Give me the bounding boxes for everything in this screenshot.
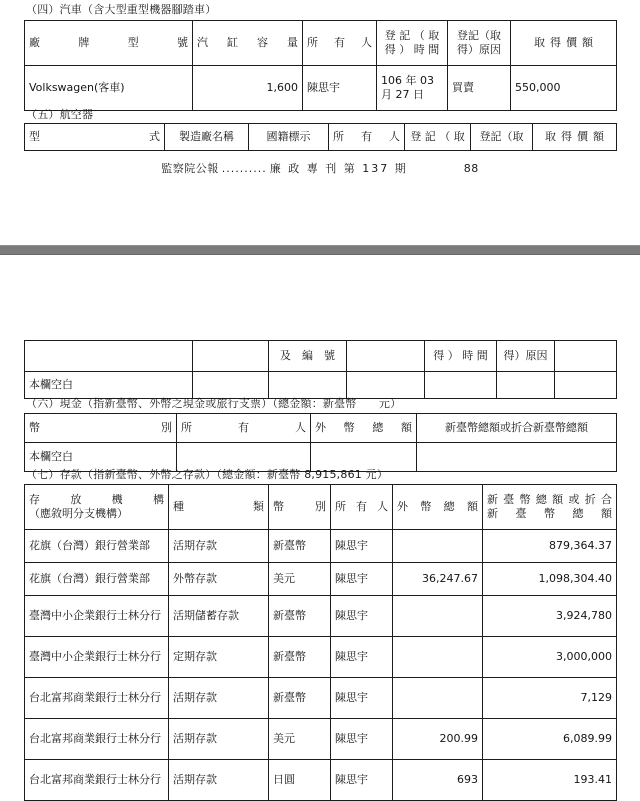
header-cell-registration-time xyxy=(377,21,448,66)
cell-currency: 新臺幣 xyxy=(269,596,331,637)
section-title-vehicles: （四）汽車（含大型重型機器腳踏車） xyxy=(26,3,217,16)
char: 折 xyxy=(584,493,596,506)
cell-ntd-total: 1,098,304.40 xyxy=(483,563,617,596)
header-cell-foreign-currency-total xyxy=(393,485,483,530)
cell-kind: 活期存款 xyxy=(169,678,269,719)
header-cell-acquisition-time-cont: 得 ） 時 間 xyxy=(425,341,497,372)
cell-ntd-total: 879,364.37 xyxy=(483,530,617,563)
cell-empty xyxy=(417,443,617,472)
header-cell-registration-reason xyxy=(448,21,511,66)
char: 新 xyxy=(487,507,498,520)
cell-kind: 活期存款 xyxy=(169,760,269,801)
cell-owner: 陳思宇 xyxy=(331,637,393,678)
header-cell-blank-4 xyxy=(555,341,617,372)
table-row xyxy=(25,372,617,399)
footer-journal-issue: 廉 政 專 刊 第 137 期 xyxy=(269,162,408,175)
char: 缸 xyxy=(227,36,238,49)
table-row xyxy=(25,760,617,801)
footer-gazette-name: 監察院公報 xyxy=(161,162,219,175)
cell-kind: 外幣存款 xyxy=(169,563,269,596)
table-row xyxy=(25,678,617,719)
char: 合 xyxy=(600,493,612,506)
header-cell-foreign-currency-total xyxy=(311,414,417,443)
section-title-aircraft: （五）航空器 xyxy=(26,108,94,121)
char: 機 xyxy=(111,493,123,506)
line: 登 記 （ 取 xyxy=(384,29,440,42)
char: 總 xyxy=(572,507,584,520)
header-cell-ntd-total: 新臺幣總額或折合新臺幣總額 xyxy=(417,414,617,443)
cash-table xyxy=(24,413,617,472)
header-cell-aircraft-type xyxy=(25,124,165,151)
char: 人 xyxy=(377,500,388,513)
char: 總 xyxy=(535,493,547,506)
char: 所 xyxy=(335,500,346,513)
header-cell-acquisition-price xyxy=(511,21,617,66)
char: 幣 xyxy=(29,421,40,434)
scanned-page-top xyxy=(0,0,640,245)
cell-foreign-total: 36,247.67 xyxy=(393,563,483,596)
char: 額 xyxy=(466,500,478,513)
header-cell-ntd-total xyxy=(483,485,617,530)
char: 容 xyxy=(257,36,268,49)
char: 類 xyxy=(253,500,264,513)
char: 廠 xyxy=(29,36,40,49)
cell-currency: 美元 xyxy=(269,719,331,760)
header-cell-manufacturer: 製造廠名稱 xyxy=(165,124,249,151)
char: 所 xyxy=(333,130,344,143)
char: 總 xyxy=(443,500,455,513)
header-cell-kind xyxy=(169,485,269,530)
header-cell-owner xyxy=(331,485,393,530)
char: 人 xyxy=(361,36,372,49)
char: 新 xyxy=(487,493,498,506)
cell-ntd-total: 3,000,000 xyxy=(483,637,617,678)
cell-acquisition-price: 550,000 xyxy=(511,66,617,111)
char: 式 xyxy=(149,130,160,143)
line: 得）原因 xyxy=(457,43,501,56)
char: 號 xyxy=(176,36,188,49)
footer-dots: .......... xyxy=(221,162,267,175)
char: 種 xyxy=(173,500,184,513)
cell-foreign-total xyxy=(393,637,483,678)
cell-kind: 定期存款 xyxy=(169,637,269,678)
header-cell-nationality-mark: 國籍標示 xyxy=(249,124,329,151)
cell-empty xyxy=(193,372,269,399)
cell-ntd-total: 193.41 xyxy=(483,760,617,801)
cell-kind: 活期儲蓄存款 xyxy=(169,596,269,637)
char: 牌 xyxy=(78,36,90,49)
cell-foreign-total xyxy=(393,596,483,637)
footer-page-number: 88 xyxy=(463,162,479,175)
char: 幣 xyxy=(519,493,531,506)
cell-blank-notice: 本欄空白 xyxy=(25,443,177,472)
cell-institution: 台北富邦商業銀行士林分行 xyxy=(25,719,169,760)
header-cell-blank-2 xyxy=(193,341,269,372)
table-row xyxy=(25,596,617,637)
vehicles-table xyxy=(24,20,617,111)
cell-owner: 陳思宇 xyxy=(331,596,393,637)
table-row xyxy=(25,637,617,678)
char: 幣 xyxy=(544,507,555,520)
cell-foreign-total xyxy=(393,530,483,563)
header-cell-and-serial-number xyxy=(269,341,347,372)
char: 得 xyxy=(550,36,561,49)
header-cell-displacement xyxy=(193,21,303,66)
char: 外 xyxy=(315,421,326,434)
header-cell-acquisition-price xyxy=(533,124,617,151)
scanned-page-bottom xyxy=(0,253,640,795)
cell-currency: 新臺幣 xyxy=(269,530,331,563)
header-cell-brand-model xyxy=(25,21,193,66)
cell-institution: 臺灣中小企業銀行士林分行 xyxy=(25,637,169,678)
char: 幣 xyxy=(273,500,284,513)
line: 及 編 號 xyxy=(280,349,335,362)
table-row xyxy=(25,719,617,760)
char: 有 xyxy=(238,421,249,434)
header-cell-blank-3 xyxy=(347,341,425,372)
char: 得 xyxy=(561,130,572,143)
cell-owner: 陳思宇 xyxy=(303,66,377,111)
cell-currency: 日圓 xyxy=(269,760,331,801)
header-cell-owner xyxy=(177,414,311,443)
char: 存 xyxy=(29,493,40,506)
char: 價 xyxy=(577,130,588,143)
cell-displacement: 1,600 xyxy=(193,66,303,111)
char: 額 xyxy=(400,421,412,434)
cell-foreign-total xyxy=(393,678,483,719)
cell-owner: 陳思宇 xyxy=(331,719,393,760)
cell-ntd-total: 3,924,780 xyxy=(483,596,617,637)
char: 額 xyxy=(582,36,593,49)
char: 額 xyxy=(601,507,612,520)
continued-table xyxy=(24,340,617,399)
header-cell-currency-type xyxy=(269,485,331,530)
table-row xyxy=(25,66,617,111)
char: 所 xyxy=(307,36,318,49)
char: 有 xyxy=(356,500,367,513)
cell-kind: 活期存款 xyxy=(169,719,269,760)
table-header-row xyxy=(25,341,617,372)
table-row xyxy=(25,563,617,596)
char: 構 xyxy=(152,493,164,506)
section-title-deposits: （七）存款（指新臺幣、外幣之存款）（總金額：新臺幣 8,915,861 元） xyxy=(26,468,389,481)
char: 別 xyxy=(315,500,326,513)
cell-owner: 陳思宇 xyxy=(331,760,393,801)
char: 取 xyxy=(545,130,556,143)
char: 外 xyxy=(397,500,408,513)
char: 汽 xyxy=(197,36,208,49)
table-header-row xyxy=(25,21,617,66)
line: 登記（取 xyxy=(457,29,501,42)
char: 額 xyxy=(552,493,564,506)
header-cell-acquisition-reason-cont: 得）原因 xyxy=(497,341,555,372)
char: 所 xyxy=(181,421,192,434)
char: 人 xyxy=(295,421,306,434)
cell-institution: 台北富邦商業銀行士林分行 xyxy=(25,760,169,801)
header-cell-owner xyxy=(329,124,405,151)
char: 臺 xyxy=(503,493,515,506)
cell-owner: 陳思宇 xyxy=(331,530,393,563)
cell-ntd-total: 6,089.99 xyxy=(483,719,617,760)
char: 型 xyxy=(127,36,139,49)
line: 106 年 03 xyxy=(381,74,434,87)
cell-foreign-total: 200.99 xyxy=(393,719,483,760)
table-header-row xyxy=(25,124,617,151)
char: 有 xyxy=(334,36,345,49)
table-header-row xyxy=(25,485,617,530)
table-row xyxy=(25,530,617,563)
cell-institution: 花旗（台灣）銀行營業部 xyxy=(25,563,169,596)
line: （應敘明分支機構） xyxy=(29,507,128,520)
header-cell-registration-time: 登 記 （ 取 xyxy=(405,124,471,151)
cell-registration-time xyxy=(377,66,448,111)
char: 型 xyxy=(29,130,40,143)
cell-currency: 新臺幣 xyxy=(269,678,331,719)
cell-empty xyxy=(425,372,497,399)
cell-currency: 新臺幣 xyxy=(269,637,331,678)
char: 取 xyxy=(534,36,545,49)
header-cell-institution xyxy=(25,485,169,530)
char: 總 xyxy=(372,421,384,434)
deposits-table xyxy=(24,484,617,801)
char: 價 xyxy=(566,36,577,49)
cell-institution: 台北富邦商業銀行士林分行 xyxy=(25,678,169,719)
cell-foreign-total: 693 xyxy=(393,760,483,801)
cell-owner: 陳思宇 xyxy=(331,678,393,719)
aircraft-table xyxy=(24,123,617,151)
header-cell-owner xyxy=(303,21,377,66)
cell-institution: 臺灣中小企業銀行士林分行 xyxy=(25,596,169,637)
cell-registration-reason: 買賣 xyxy=(448,66,511,111)
char: 幣 xyxy=(343,421,355,434)
char: 臺 xyxy=(515,507,527,520)
cell-currency: 美元 xyxy=(269,563,331,596)
header-cell-currency-type xyxy=(25,414,177,443)
char: 放 xyxy=(70,493,82,506)
cell-owner: 陳思宇 xyxy=(331,563,393,596)
cell-empty xyxy=(497,372,555,399)
cell-brand-model: Volkswagen(客車) xyxy=(25,66,193,111)
cell-empty xyxy=(347,372,425,399)
char: 量 xyxy=(287,36,298,49)
line: 得 ） 時 間 xyxy=(384,43,440,56)
header-cell-registration-reason: 登記（取 xyxy=(471,124,533,151)
char: 或 xyxy=(568,493,580,506)
char: 別 xyxy=(161,421,172,434)
cell-empty xyxy=(555,372,617,399)
char: 幣 xyxy=(420,500,432,513)
cell-institution: 花旗（台灣）銀行營業部 xyxy=(25,530,169,563)
cell-blank-notice: 本欄空白 xyxy=(25,372,193,399)
char: 有 xyxy=(361,130,372,143)
section-title-cash: （六）現金（指新臺幣、外幣之現金或旅行支票）（總金額：新臺幣 元） xyxy=(26,397,402,410)
char: 額 xyxy=(593,130,604,143)
header-cell-blank-1 xyxy=(25,341,193,372)
cell-empty xyxy=(269,372,347,399)
line: 月 27 日 xyxy=(381,88,424,101)
table-header-row xyxy=(25,414,617,443)
cell-kind: 活期存款 xyxy=(169,530,269,563)
cell-ntd-total: 7,129 xyxy=(483,678,617,719)
page-footer xyxy=(0,160,640,176)
char: 人 xyxy=(389,130,400,143)
